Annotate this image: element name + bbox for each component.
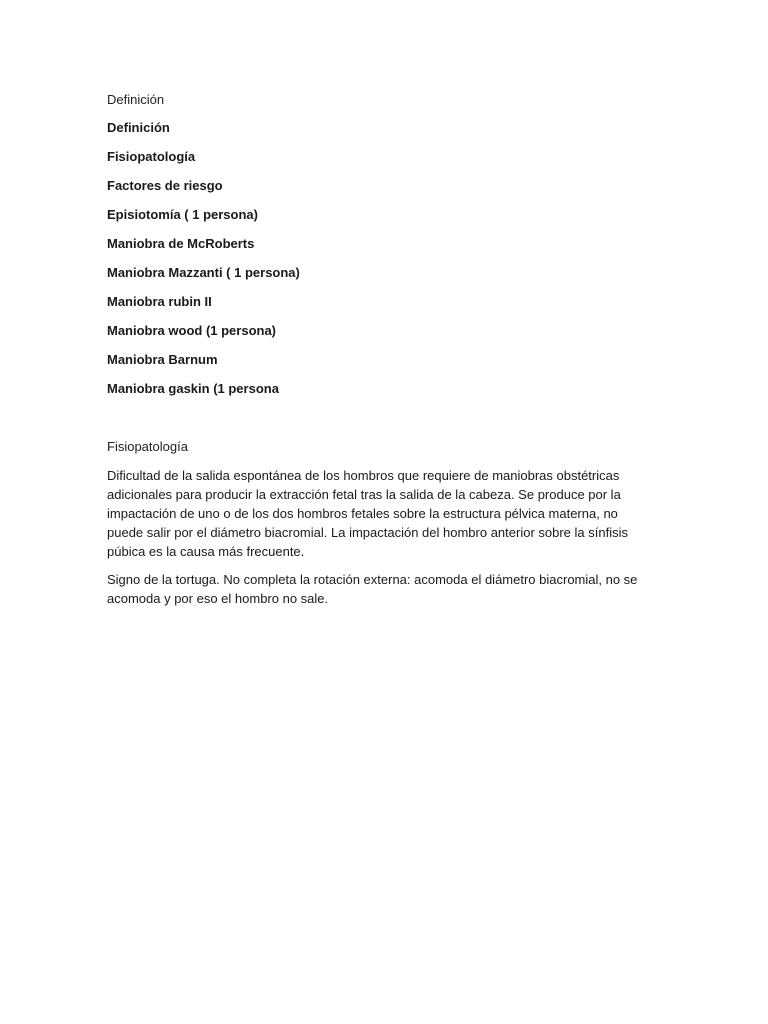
topic-item: Maniobra de McRoberts <box>107 236 255 251</box>
body-paragraph: Signo de la tortuga. No completa la rotación externa: acomoda el diámetro biacromial, no se acomoda y por eso el hombro no sale. <box>107 572 638 606</box>
topic-item: Maniobra rubin II <box>107 294 212 309</box>
topic-item: Episiotomía ( 1 persona) <box>107 207 258 222</box>
section-spacer <box>107 409 652 438</box>
topic-item: Factores de riesgo <box>107 178 223 193</box>
topic-item: Maniobra gaskin (1 persona <box>107 381 279 396</box>
topic-item: Maniobra wood (1 persona) <box>107 323 277 338</box>
topic-item: Maniobra Mazzanti ( 1 persona) <box>107 265 300 280</box>
document-content <box>107 91 652 617</box>
topic-item: Fisiopatología <box>107 149 196 164</box>
topic-item: Definición <box>107 120 170 135</box>
topic-list <box>107 119 652 398</box>
body-paragraph: Dificultad de la salida espontánea de los hombros que requiere de maniobras obstétricas adicionales para producir la extracción fetal tras la salida de la cabeza. Se produce por la impactación de uno o de los dos hombros fetales sobre la estructura pélvica materna, no puede salir por el diámetro biacromial. La impactación del hombro anterior sobre la sínfisis púbica es la causa más frecuente. <box>107 468 628 559</box>
topic-item: Maniobra Barnum <box>107 352 218 367</box>
fisiopatologia-heading: Fisiopatología <box>107 439 188 454</box>
definicion-heading: Definición <box>107 92 165 107</box>
